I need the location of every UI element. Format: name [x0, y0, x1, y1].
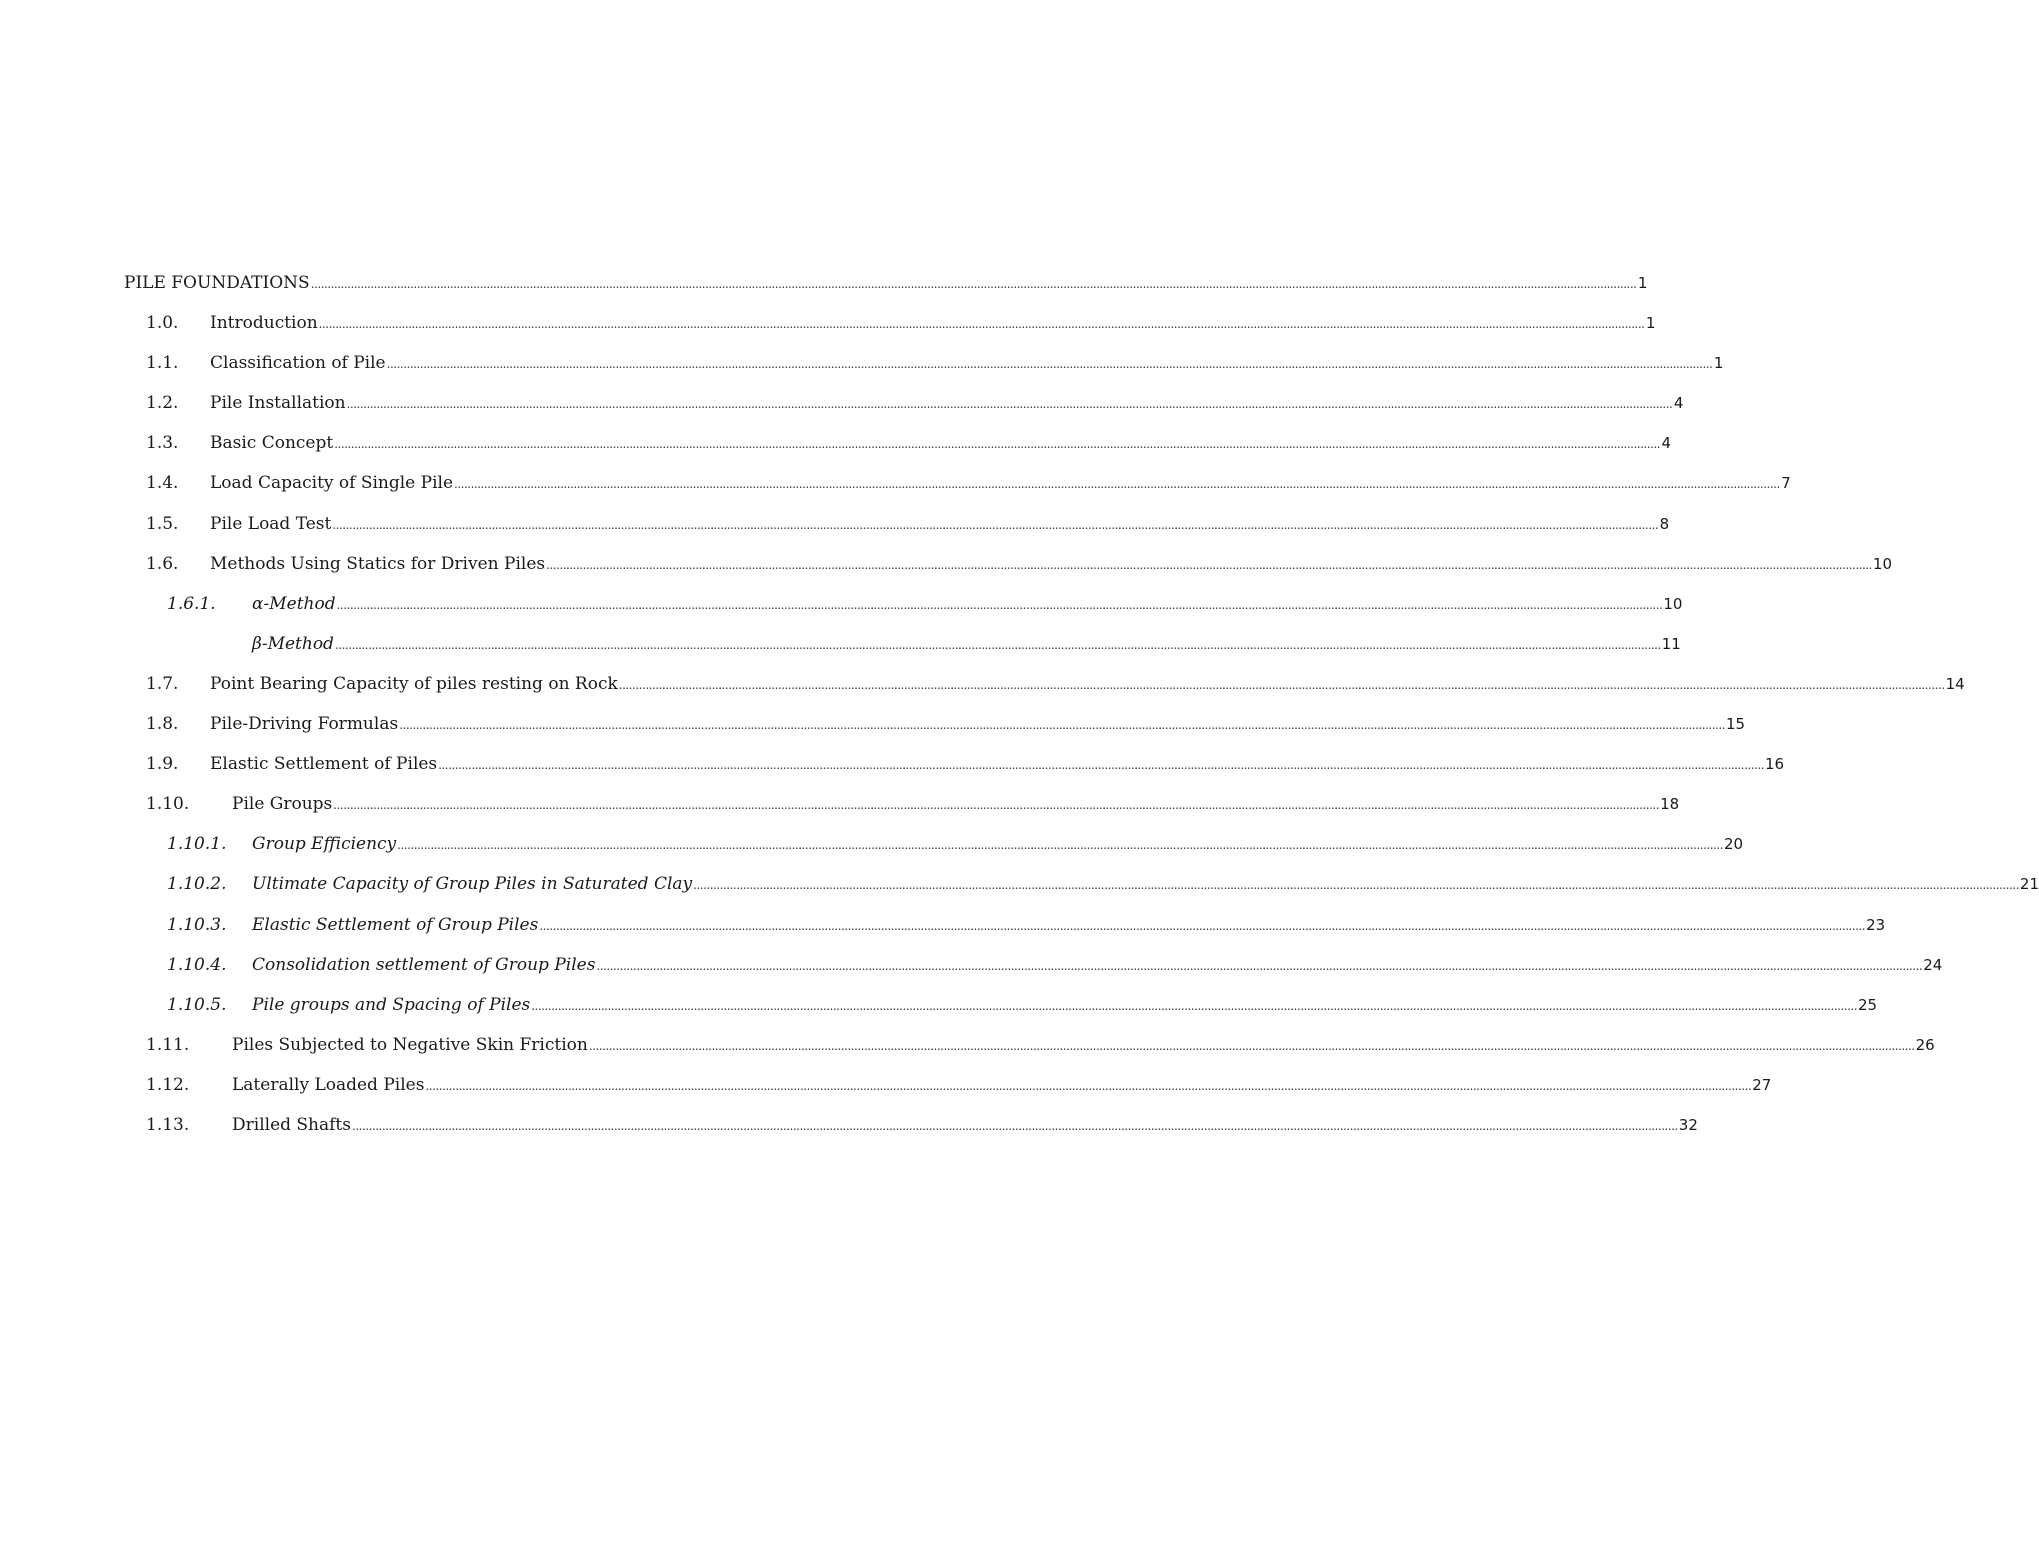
dot-leader: ................................................................................................................................................................................................................................................................................................................................................................................................................ — [336, 597, 1663, 612]
toc-entry-page-number: 23 — [1866, 915, 1886, 934]
toc-entry-title[interactable]: Elastic Settlement of Group Piles — [252, 914, 539, 935]
toc-entry-number: 1.5. — [146, 513, 179, 534]
toc-entry-line — [210, 312, 1656, 335]
dot-leader: ................................................................................................................................................................................................................................................................................................................................................................................................................ — [318, 317, 1645, 332]
toc-entry-title[interactable]: Drilled Shafts — [232, 1114, 351, 1135]
toc-entry-line — [124, 272, 1648, 295]
dot-leader: ................................................................................................................................................................................................................................................................................................................................................................................................................ — [310, 277, 1637, 291]
toc-entry-line — [210, 472, 1791, 495]
toc-entry-line — [232, 793, 1680, 816]
dot-leader: ................................................................................................................................................................................................................................................................................................................................................................................................................ — [332, 517, 1659, 532]
toc-entry-line — [252, 954, 1943, 977]
toc-entry[interactable] — [0, 584, 1683, 624]
toc-entry-page-number: 1 — [1713, 354, 1724, 373]
toc-entry-page-number: 25 — [1858, 995, 1878, 1014]
toc-entry-line — [210, 753, 1785, 776]
toc-entry-number: 1.1. — [146, 353, 179, 374]
toc-entry-page-number: 8 — [1659, 514, 1670, 533]
toc-entry-title[interactable]: Laterally Loaded Piles — [232, 1074, 425, 1095]
toc-entry-page-number: 16 — [1764, 755, 1785, 774]
toc-entry-page-number: 7 — [1781, 474, 1791, 493]
toc-entry[interactable] — [0, 463, 1791, 503]
toc-entry[interactable] — [0, 263, 1648, 303]
toc-entry-title[interactable]: α-Method — [252, 593, 336, 614]
toc-entry-page-number: 1 — [1645, 314, 1656, 333]
toc-entry-title[interactable]: Point Bearing Capacity of piles resting on Rock — [210, 673, 618, 694]
toc-entry-page-number: 20 — [1723, 835, 1744, 854]
toc-entry-title[interactable]: Pile Load Test — [210, 513, 332, 534]
toc-entry[interactable] — [0, 824, 1744, 864]
toc-entry-title[interactable]: Load Capacity of Single Pile — [210, 473, 454, 494]
toc-entry-line — [210, 392, 1684, 415]
toc-entry-title[interactable]: Pile groups and Spacing of Piles — [252, 994, 531, 1015]
toc-entry-title[interactable]: Group Efficiency — [252, 834, 397, 855]
table-of-contents — [0, 263, 2039, 1145]
toc-entry-title[interactable]: β-Method — [252, 633, 334, 654]
toc-entry-page-number: 11 — [1661, 634, 1681, 653]
toc-entry-line — [210, 432, 1671, 455]
dot-leader: ................................................................................................................................................................................................................................................................................................................................................................................................................ — [397, 838, 1723, 853]
toc-entry[interactable] — [0, 945, 1943, 985]
toc-entry[interactable] — [0, 624, 1681, 664]
toc-entry-line — [252, 633, 1681, 656]
toc-entry-page-number: 24 — [1923, 955, 1943, 974]
dot-leader: ................................................................................................................................................................................................................................................................................................................................................................................................................ — [546, 557, 1872, 572]
toc-entry-line — [232, 1074, 1772, 1097]
toc-entry-page-number: 10 — [1872, 554, 1892, 573]
toc-entry-title[interactable]: Pile Installation — [210, 393, 346, 414]
dot-leader: ................................................................................................................................................................................................................................................................................................................................................................................................................ — [438, 758, 1764, 773]
dot-leader: ................................................................................................................................................................................................................................................................................................................................................................................................................ — [618, 677, 1945, 692]
toc-entry[interactable] — [0, 1065, 1772, 1105]
toc-entry[interactable] — [0, 784, 1680, 824]
toc-entry-title[interactable]: Classification of Pile — [210, 353, 386, 374]
toc-entry-number: 1.4. — [146, 473, 179, 494]
dot-leader: ................................................................................................................................................................................................................................................................................................................................................................................................................ — [334, 437, 1660, 452]
toc-entry-title[interactable]: Pile-Driving Formulas — [210, 714, 399, 735]
toc-entry[interactable] — [0, 664, 1965, 704]
toc-entry-number: 1.10.1. — [167, 834, 227, 855]
toc-entry-title[interactable]: Elastic Settlement of Piles — [210, 754, 438, 775]
toc-entry[interactable] — [0, 343, 1724, 383]
toc-entry-page-number: 10 — [1663, 594, 1683, 613]
toc-entry-line — [252, 833, 1744, 856]
toc-entry-line — [210, 553, 1892, 576]
toc-entry-number: 1.8. — [146, 714, 179, 735]
dot-leader: ................................................................................................................................................................................................................................................................................................................................................................................................................ — [454, 477, 1780, 492]
toc-entry-title[interactable]: Consolidation settlement of Group Piles — [252, 954, 596, 975]
toc-entry[interactable] — [0, 905, 1886, 945]
toc-entry-line — [252, 593, 1683, 616]
dot-leader: ................................................................................................................................................................................................................................................................................................................................................................................................................ — [399, 718, 1725, 733]
toc-entry-line — [232, 1034, 1935, 1057]
toc-entry[interactable] — [0, 544, 1892, 584]
dot-leader: ................................................................................................................................................................................................................................................................................................................................................................................................................ — [531, 998, 1858, 1013]
toc-entry-line — [232, 1114, 1698, 1137]
toc-entry[interactable] — [0, 704, 1746, 744]
toc-entry-page-number: 27 — [1752, 1075, 1772, 1094]
toc-entry-page-number: 1 — [1637, 274, 1648, 292]
toc-entry[interactable] — [0, 864, 2039, 904]
toc-entry[interactable] — [0, 383, 1684, 423]
dot-leader: ................................................................................................................................................................................................................................................................................................................................................................................................................ — [346, 397, 1673, 412]
toc-entry-page-number: 4 — [1673, 394, 1684, 413]
toc-entry-number: 1.6. — [146, 553, 179, 574]
toc-entry-page-number: 14 — [1945, 674, 1965, 693]
toc-entry-number: 1.10.3. — [167, 914, 227, 935]
toc-entry-number: 1.3. — [146, 433, 179, 454]
toc-entry-line — [210, 673, 1965, 696]
toc-entry-line — [210, 713, 1746, 736]
toc-entry-title[interactable]: Methods Using Statics for Driven Piles — [210, 553, 546, 574]
toc-entry[interactable] — [0, 303, 1656, 343]
dot-leader: ................................................................................................................................................................................................................................................................................................................................................................................................................ — [334, 637, 1661, 652]
toc-entry-number: 1.0. — [146, 313, 179, 334]
toc-entry[interactable] — [0, 423, 1671, 463]
toc-entry-number: 1.6.1. — [167, 593, 216, 614]
toc-entry-number: 1.9. — [146, 754, 179, 775]
dot-leader: ................................................................................................................................................................................................................................................................................................................................................................................................................ — [386, 357, 1713, 372]
toc-entry-title[interactable]: Piles Subjected to Negative Skin Friction — [232, 1034, 588, 1055]
toc-entry-title[interactable]: Pile Groups — [232, 794, 333, 815]
toc-entry-number: 1.13. — [146, 1114, 190, 1135]
toc-entry[interactable] — [0, 985, 1878, 1025]
toc-entry-number: 1.10. — [146, 794, 190, 815]
toc-entry-page-number: 32 — [1678, 1115, 1698, 1134]
toc-entry-number: 1.10.4. — [167, 954, 227, 975]
toc-entry-title[interactable]: Basic Concept — [210, 433, 334, 454]
toc-entry-line — [210, 352, 1724, 375]
dot-leader: ................................................................................................................................................................................................................................................................................................................................................................................................................ — [596, 958, 1923, 973]
toc-entry-page-number: 21 — [2019, 875, 2039, 894]
toc-entry-page-number: 26 — [1915, 1035, 1935, 1054]
toc-entry-line — [252, 873, 2039, 896]
toc-entry-line — [252, 994, 1878, 1017]
toc-entry-page-number: 18 — [1660, 795, 1680, 814]
toc-entry-line — [252, 914, 1886, 937]
toc-entry[interactable] — [0, 744, 1785, 784]
dot-leader: ................................................................................................................................................................................................................................................................................................................................................................................................................ — [333, 798, 1660, 813]
toc-entry-number: 1.12. — [146, 1074, 190, 1095]
toc-entry-number: 1.11. — [146, 1034, 190, 1055]
toc-entry-number: 1.10.2. — [167, 874, 227, 895]
toc-entry-number: 1.2. — [146, 393, 179, 414]
dot-leader: ................................................................................................................................................................................................................................................................................................................................................................................................................ — [539, 918, 1866, 933]
toc-entry-line — [210, 513, 1670, 536]
toc-entry-page-number: 15 — [1725, 715, 1746, 734]
toc-entry-title[interactable]: PILE FOUNDATIONS — [124, 273, 310, 293]
toc-entry-number: 1.7. — [146, 673, 179, 694]
dot-leader: ................................................................................................................................................................................................................................................................................................................................................................................................................ — [425, 1078, 1752, 1093]
toc-entry[interactable] — [0, 504, 1670, 544]
toc-entry[interactable] — [0, 1025, 1935, 1065]
toc-entry-number: 1.10.5. — [167, 994, 227, 1015]
toc-entry-title[interactable]: Ultimate Capacity of Group Piles in Saturated Clay — [252, 874, 693, 895]
dot-leader: ................................................................................................................................................................................................................................................................................................................................................................................................................ — [693, 878, 2019, 893]
toc-entry-title[interactable]: Introduction — [210, 313, 318, 334]
dot-leader: ................................................................................................................................................................................................................................................................................................................................................................................................................ — [352, 1118, 1678, 1133]
toc-entry[interactable] — [0, 1105, 1698, 1145]
dot-leader: ................................................................................................................................................................................................................................................................................................................................................................................................................ — [588, 1038, 1915, 1053]
toc-entry-page-number: 4 — [1661, 434, 1671, 453]
